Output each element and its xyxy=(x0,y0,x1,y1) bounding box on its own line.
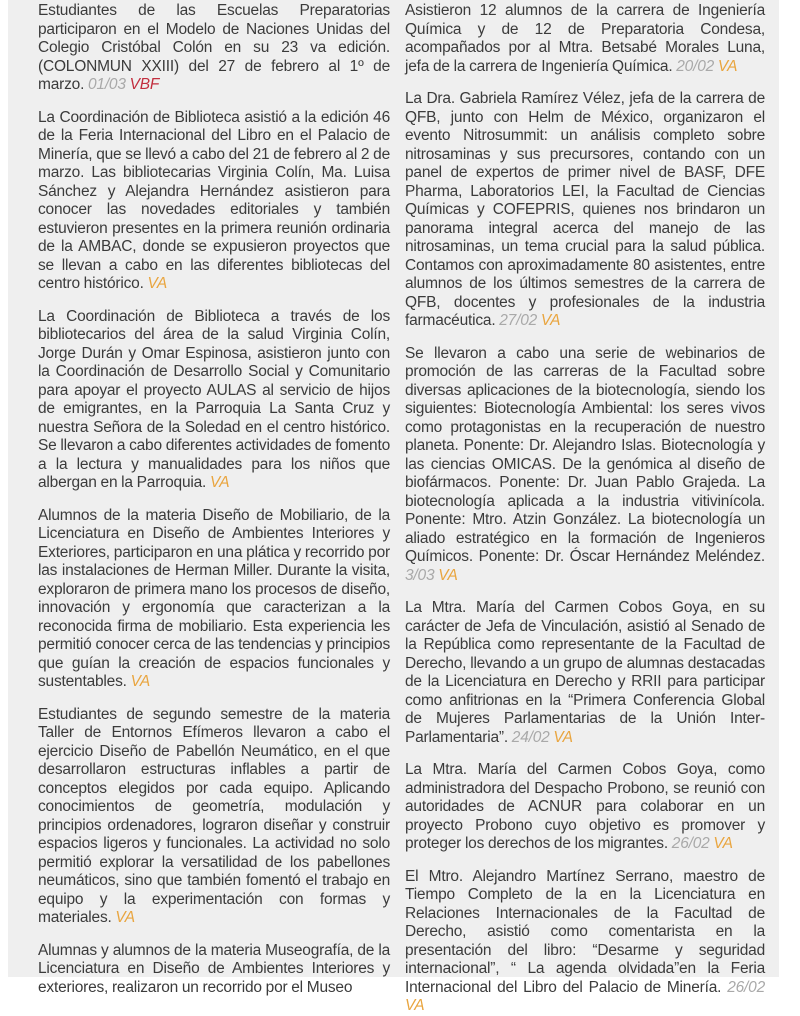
paragraph-signature: VA xyxy=(130,673,150,690)
paragraph-signature: VA xyxy=(713,835,733,852)
news-paragraph xyxy=(405,345,765,586)
news-paragraph xyxy=(38,507,390,692)
news-paragraph xyxy=(405,2,765,76)
paragraph-date: 26/02 xyxy=(671,835,710,852)
paragraph-text: La Mtra. María del Carmen Cobos Goya, en su carácter de Jefa de Vinculación, asistió al Senado de la República como representante de la Facultad de Derecho, llevando a un grupo de alumnas destacadas de la Licenciatura en Derecho y RRII para participar como anfitrionas en la “Primera Conferencia Global de Mujeres Parlamentarias de la Unión Inter-Parlamentaria”. xyxy=(405,599,765,746)
paragraph-signature: VA xyxy=(209,474,230,491)
paragraph-signature: VA xyxy=(553,728,573,746)
news-paragraph xyxy=(38,2,390,95)
news-paragraph xyxy=(405,761,765,854)
news-paragraph xyxy=(38,942,390,998)
paragraph-signature: VA xyxy=(717,57,738,75)
news-column-left xyxy=(38,2,390,1016)
paragraph-date: 01/03 xyxy=(87,76,126,93)
paragraph-text: La Coordinación de Biblioteca a través de los bibliotecarios del área de la salud Virginia Colín, Jorge Durán y Omar Espinosa, asistieron junto con la Coordinación de Desarrollo Social y Comunitario para apoyar el proyecto AULAS al servicio de hijos de emigrantes, en la Parroquia La Santa Cruz y nuestra Señora de la Soledad en el centro histórico. Se llevaron a cabo diferentes actividades de fomento a la lectura y manualidades para los niños que albergan en la Parroquia. xyxy=(38,307,390,491)
paragraph-signature: VA xyxy=(115,909,135,926)
news-paragraph xyxy=(38,308,390,493)
news-paragraph xyxy=(38,706,390,928)
paragraph-signature: VA xyxy=(147,275,167,292)
paragraph-text: La Coordinación de Biblioteca asistió a la edición 46 de la Feria Internacional del Libro en el Palacio de Minería, que se llevó a cabo del 21 de febrero al 2 de marzo. Las bibliotecarias Virginia Colín, Ma. Luisa Sánchez y Alejandra Hernández asistieron para conocer las novedades editoriales y también estuvieron presentes en la primera reunión ordinaria de la AMBAC, donde se expusieron proyectos que se llevan a cabo en las diferentes bibliotecas del centro histórico. xyxy=(38,108,390,292)
news-columns xyxy=(8,0,779,1016)
news-paragraph xyxy=(405,90,765,331)
paragraph-text: Alumnos de la materia Diseño de Mobiliario, de la Licenciatura en Diseño de Ambientes Interiores y Exteriores, participaron en una plática y recorrido por las instalaciones de Herman Miller. Durante la visita, exploraron de primera mano los procesos de diseño, innovación y ergonomía que caracterizan a la reconocida firma de mobiliario. Esta experiencia les permitió conocer cerca de las tendencias y principios que guían la creación de espacios funcionales y sustentables. xyxy=(38,506,390,690)
paragraph-text: Asistieron 12 alumnos de la carrera de Ingeniería Química y de 12 de Preparatoria Condesa, acompañados por al Mtra. Betsabé Morales Luna, jefa de la carrera de Ingeniería Química. xyxy=(405,2,765,75)
paragraph-text: La Mtra. María del Carmen Cobos Goya, como administradora del Despacho Probono, se reunió con autoridades de ACNUR para colaborar en un proyecto Probono cuyo objetivo es promover y proteger los derechos de los migrantes. xyxy=(405,761,765,852)
paragraph-text: La Dra. Gabriela Ramírez Vélez, jefa de la carrera de QFB, junto con Helm de México, organizaron el evento Nitrosummit: un análisis completo sobre nitrosaminas y sus precursores, contando con un panel de expertos de primer nivel de BASF, DFE Pharma, Laboratorios LEI, la Facultad de Ciencias Químicas y COFEPRIS, quienes nos brindaron un panorama integral acerca del manejo de las nitrosaminas, un tema crucial para la salud pública. Contamos con aproximadamente 80 asistentes, entre alumnos de los últimos semestres de la carrera de QFB, docentes y profesionales de la industria farmacéutica. xyxy=(405,90,765,329)
newsletter-page xyxy=(8,0,779,1014)
news-paragraph xyxy=(405,599,765,747)
paragraph-date: 20/02 xyxy=(676,57,715,75)
paragraph-text: Alumnas y alumnos de la materia Museografía, de la Licenciatura en Diseño de Ambientes Interiores y exteriores, realizaron un recorrido por el Museo xyxy=(38,941,390,996)
paragraph-date: 24/02 xyxy=(511,728,550,746)
paragraph-signature: VA xyxy=(540,312,561,329)
paragraph-text: Estudiantes de las Escuelas Preparatorias participaron en el Modelo de Naciones Unidas del Colegio Cristóbal Colón en su 23 va edición. (COLONMUN XXIII) del 27 de febrero al 1º de marzo. xyxy=(38,2,390,93)
paragraph-text: El Mtro. Alejandro Martínez Serrano, maestro de Tiempo Completo de la en la Licenciatura en Relaciones Internacionales de la Facultad de Derecho, asistió como comentarista en la presentación del libro: “Desarme y seguridad internacional”, “ La agenda olvidada”en la Feria Internacional del Libro del Palacio de Minería. xyxy=(405,867,765,996)
paragraph-signature: VA xyxy=(405,997,425,1014)
news-column-right xyxy=(405,2,765,1016)
paragraph-signature: VBF xyxy=(129,76,160,93)
paragraph-date: 27/02 xyxy=(499,312,538,329)
paragraph-date: 26/02 xyxy=(727,978,765,996)
news-paragraph xyxy=(405,868,765,1016)
news-paragraph xyxy=(38,109,390,294)
paragraph-text: Se llevaron a cabo una serie de webinarios de promoción de las carreras de la Facultad sobre diversas aplicaciones de la biotecnología, siendo los siguientes: Biotecnología Ambiental: los seres vivos como protagonistas en la recuperación de nuestro planeta. Ponente: Dr. Alejandro Islas. Biotecnología y las ciencias OMICAS. De la genómica al diseño de biofármacos. Ponente: Dr. Juan Pablo Grajeda. La biotecnología aplicada a la industria vitivinícola. Ponente: Mtro. Atzin González. La biotecnología un aliado estratégico en la formación de Ingenieros Químicos. Ponente: Dr. Óscar Hernández Meléndez. xyxy=(405,344,765,565)
paragraph-signature: VA xyxy=(438,566,458,584)
paragraph-text: Estudiantes de segundo semestre de la materia Taller de Entornos Efímeros llevaron a cabo el ejercicio Diseño de Pabellón Neumático, en el que desarrollaron estructuras inflables a partir de conceptos elegidos por cada equipo. Aplicando conocimientos de geometría, modulación y principios ordenadores, lograron diseñar y construir espacios ligeros y funcionales. La actividad no solo permitió explorar la versatilidad de los pabellones neumáticos, sino que también fomentó el trabajo en equipo y la experimentación con formas y materiales. xyxy=(38,705,390,926)
paragraph-date: 3/03 xyxy=(405,566,435,584)
